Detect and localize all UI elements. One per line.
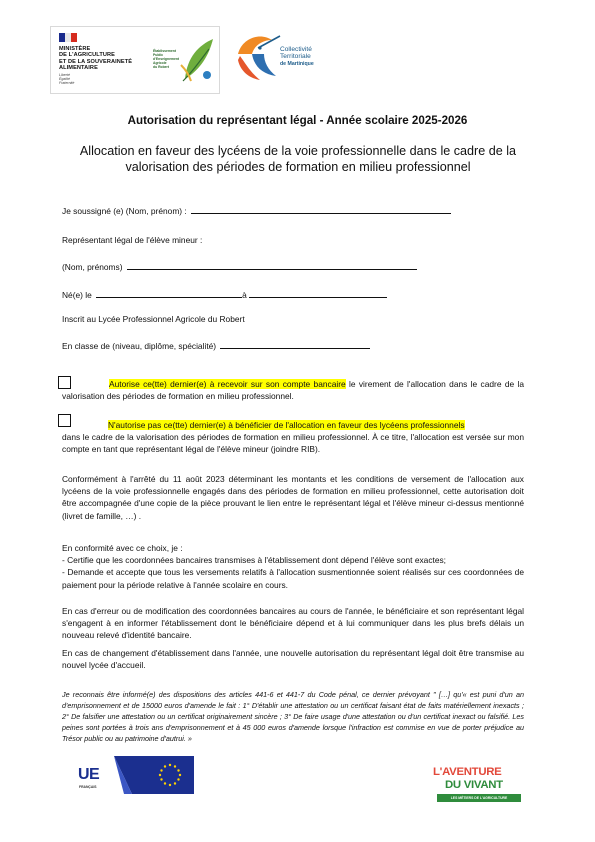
marianne-flag-icon xyxy=(59,33,77,42)
n-autorise-pas-text: dans le cadre de la valorisation des périodes de formation en milieu professionnel. À ce titre, l'allocation est versée sur mon compte en tant que représentant légal de l'élève mineur (joindre RIB). xyxy=(62,432,524,455)
eleve-nom-label: (Nom, prénoms) xyxy=(62,262,123,272)
ctm-name: Collectivité Territoriale de Martinique xyxy=(280,46,314,67)
autorise-paragraph xyxy=(62,378,524,402)
eleve-nom-row xyxy=(62,262,417,272)
ne-a-label: à xyxy=(242,290,247,300)
soussigne-field[interactable] xyxy=(191,206,451,214)
autorise-highlight: Autorise ce(tte) dernier(e) à recevoir sur son compte bancaire xyxy=(109,379,346,389)
date-naissance-field[interactable] xyxy=(96,290,242,298)
document-title: Autorisation du représentant légal - Année scolaire 2025-2026 xyxy=(127,114,468,127)
ue-sub: FRANÇAIS xyxy=(79,785,97,789)
soussigne-row xyxy=(62,206,451,216)
erreur-paragraph: En cas d'erreur ou de modification des coordonnées bancaires au cours de l'année, le bénéficiaire et son représentant légal s'engagent à en informer l'établissement dont le bénéficiaire dépend et à lui communiquer dans les plus brefs délais un nouveau relevé d'identité bancaire. xyxy=(62,606,524,641)
lieu-naissance-field[interactable] xyxy=(249,290,387,298)
aventure-line-2: DU VIVANT xyxy=(445,779,503,791)
collectivite-martinique-logo xyxy=(230,28,340,84)
inscrit-label: Inscrit au Lycée Professionnel Agricole du Robert xyxy=(62,314,245,324)
aventure-du-vivant-logo xyxy=(433,760,523,806)
republic-motto: Liberté Égalité Fraternité xyxy=(59,73,75,86)
conformite-block xyxy=(62,542,524,591)
eleve-nom-field[interactable] xyxy=(127,262,417,270)
conformite-item-1: - Certifie que les coordonnées bancaires transmises à l'établissement dont dépend l'élève sont exactes; xyxy=(62,555,447,566)
classe-label: En classe de (niveau, diplôme, spécialité) xyxy=(62,341,217,351)
ne-le-label: Né(e) le xyxy=(62,290,92,300)
epl-leaf-icon xyxy=(179,35,215,85)
ue-mark: UE xyxy=(78,766,100,783)
soussigne-label: Je soussigné (e) (Nom, prénom) : xyxy=(62,206,187,216)
conformite-item-2: - Demande et accepte que tous les versements relatifs à l'allocation susmentionnée soient réalisés sur ces coordonnées de paiement pour la période relative à l'année scolaire en cours. xyxy=(62,567,524,590)
aventure-line-1: L'AVENTURE xyxy=(433,766,502,778)
classe-row xyxy=(62,341,370,351)
union-europeenne-logo xyxy=(78,756,193,794)
epl-robert-name: Établissement Public d'Enseignement Agricole du Robert xyxy=(153,49,180,69)
conformite-intro: En conformité avec ce choix, je : xyxy=(62,543,183,553)
aventure-line-3: LES MÉTIERS DE L'AGRICULTURE xyxy=(437,794,521,802)
ministere-name: MINISTÈRE DE L'AGRICULTURE ET DE LA SOUVERAINETÉ ALIMENTAIRE xyxy=(59,46,133,71)
autorise-text: le virement de l'allocation dans le cadre de la valorisation des périodes de formation en milieu professionnel. xyxy=(62,379,524,402)
colibri-icon xyxy=(232,30,282,82)
representant-label: Représentant légal de l'élève mineur : xyxy=(62,235,203,245)
ministere-agriculture-logo xyxy=(50,26,220,94)
naissance-row xyxy=(62,290,387,300)
eu-flag-icon xyxy=(114,756,194,794)
n-autorise-pas-paragraph xyxy=(62,419,524,431)
arrete-paragraph: Conformément à l'arrêté du 11 août 2023 déterminant les montants et les conditions de versement de l'allocation aux lycéens de la voie professionnelle engagés dans des périodes de formation en milieu professionnel, cette autorisation doit être accompagnée d'une copie de la pièce prouvant le lien entre le représentant légal et l'élève mineur ci-dessus mentionné (livret de famille, …) . xyxy=(62,474,524,521)
n-autorise-pas-highlight: N'autorise pas ce(tte) dernier(e) à bénéficier de l'allocation en faveur des lycéens professionnels xyxy=(108,420,465,430)
code-penal-notice: Je reconnais être informé(e) des dispositions des articles 441-6 et 441-7 du Code pénal, ce dernier prévoyant " […] qu'« est puni d'un an d'emprisonnement et de 15000 euros d'amende le fait : 1° D'établir une attestation ou un certificat faisant état de faits matériellement inexacts ; 2° De falsifier une attestation ou un certificat originairement sincère ; 3° De faire usage d'une attestation ou d'un certificat inexact ou falsifié. Les peines sont portées à trois ans d'emprisonnement et à 45 000 euros d'amende lorsque l'infraction est commise en vue de porter préjudice au Trésor public ou au patrimoine d'autrui. » xyxy=(62,690,524,744)
document-subtitle: Allocation en faveur des lycéens de la voie professionnelle dans le cadre de la valorisation des périodes de formation en milieu professionnel xyxy=(79,144,517,174)
changement-paragraph: En cas de changement d'établissement dans l'année, une nouvelle autorisation du représentant légal doit être transmise au nouvel lycée d'accueil. xyxy=(62,648,524,671)
classe-field[interactable] xyxy=(220,341,370,349)
